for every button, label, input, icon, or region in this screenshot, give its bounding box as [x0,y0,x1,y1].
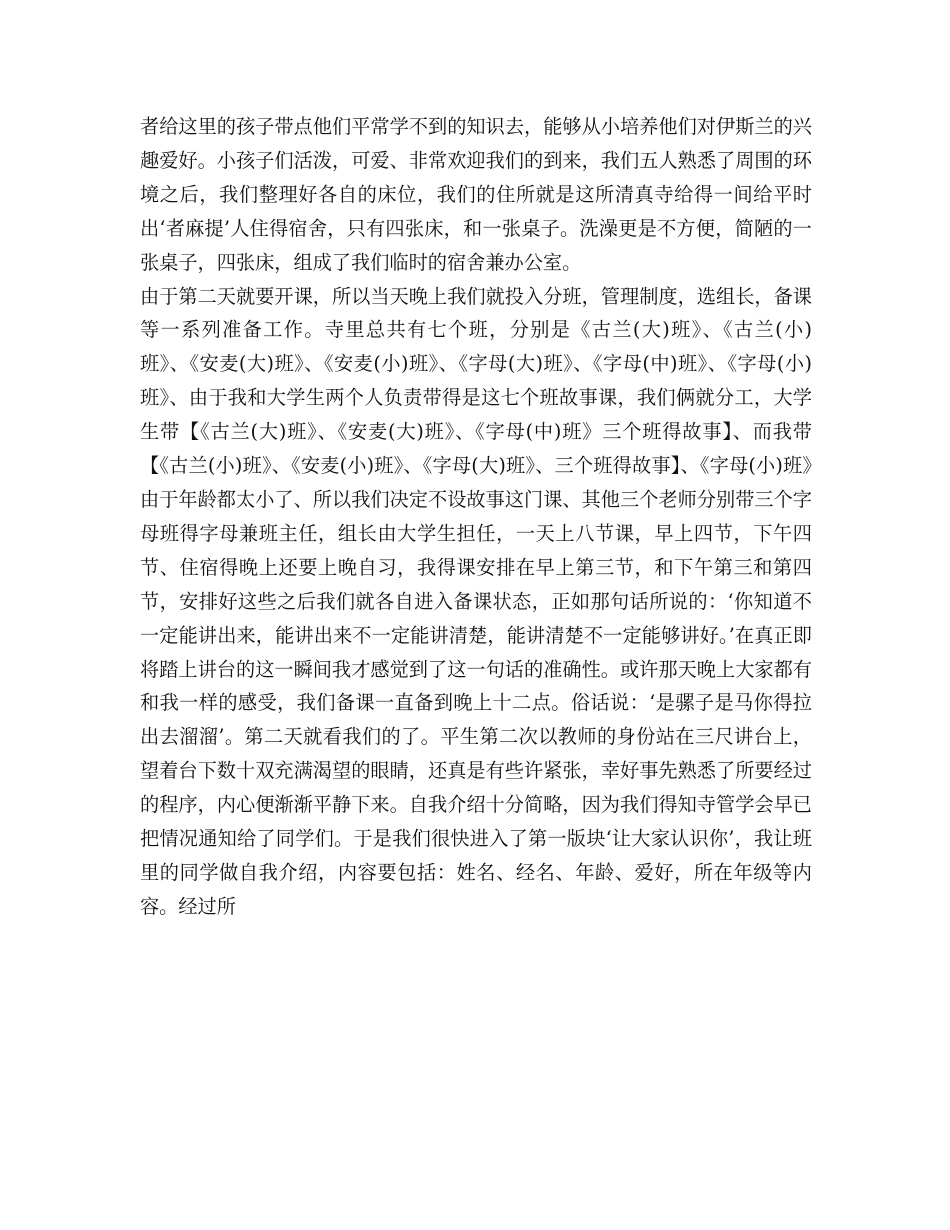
paragraph-1: 者给这里的孩子带点他们平常学不到的知识去，能够从小培养他们对伊斯兰的兴趣爱好。小孩子们活泼，可爱、非常欢迎我们的到来，我们五人熟悉了周围的环境之后，我们整理好各自的床位，我们的住所就是这所清真寺给得一间给平时出‘者麻提’人住得宿舍，只有四张床，和一张桌子。洗澡更是不方便，简陋的一张桌子，四张床，组成了我们临时的宿舍兼办公室。 [140,115,812,274]
document-page [140,110,812,924]
paragraph-2: 由于第二天就要开课，所以当天晚上我们就投入分班，管理制度，选组长，备课等一系列准备工作。寺里总共有七个班，分别是《古兰(大)班》、《古兰(小)班》、《安麦(大)班》、《安麦(小)班》、《字母(大)班》、《字母(中)班》、《字母(小)班》、由于我和大学生两个人负责带得是这七个班故事课，我们俩就分工，大学生带【《古兰(大)班》、《安麦(大)班》、《字母(中)班》三个班得故事】、而我带【《古兰(小)班》、《安麦(小)班》、《字母(大)班》、三个班得故事】、《字母(小)班》由于年龄都太小了、所以我们决定不设故事这门课、其他三个老师分别带三个字母班得字母兼班主任，组长由大学生担任，一天上八节课，早上四节，下午四节、住宿得晚上还要上晚自习，我得课安排在早上第三节，和下午第三和第四节，安排好这些之后我们就各自进入备课状态，正如那句话所说的：‘你知道不一定能讲出来，能讲出来不一定能讲清楚，能讲清楚不一定能够讲好。’在真正即将踏上讲台的这一瞬间我才感觉到了这一句话的准确性。或许那天晚上大家都有和我一样的感受，我们备课一直备到晚上十二点。俗话说：‘是骡子是马你得拉出去溜溜’。第二天就看我们的了。平生第二次以教师的身份站在三尺讲台上，望着台下数十双充满渴望的眼睛，还真是有些许紧张，幸好事先熟悉了所要经过的程序，内心便渐渐平静下来。自我介绍十分简略，因为我们得知寺管学会早已把情况通知给了同学们。于是我们很快进入了第一版块‘让大家认识你’，我让班里的同学做自我介绍，内容要包括：姓名、经名、年龄、爱好，所在年级等内容。经过所 [140,284,812,918]
